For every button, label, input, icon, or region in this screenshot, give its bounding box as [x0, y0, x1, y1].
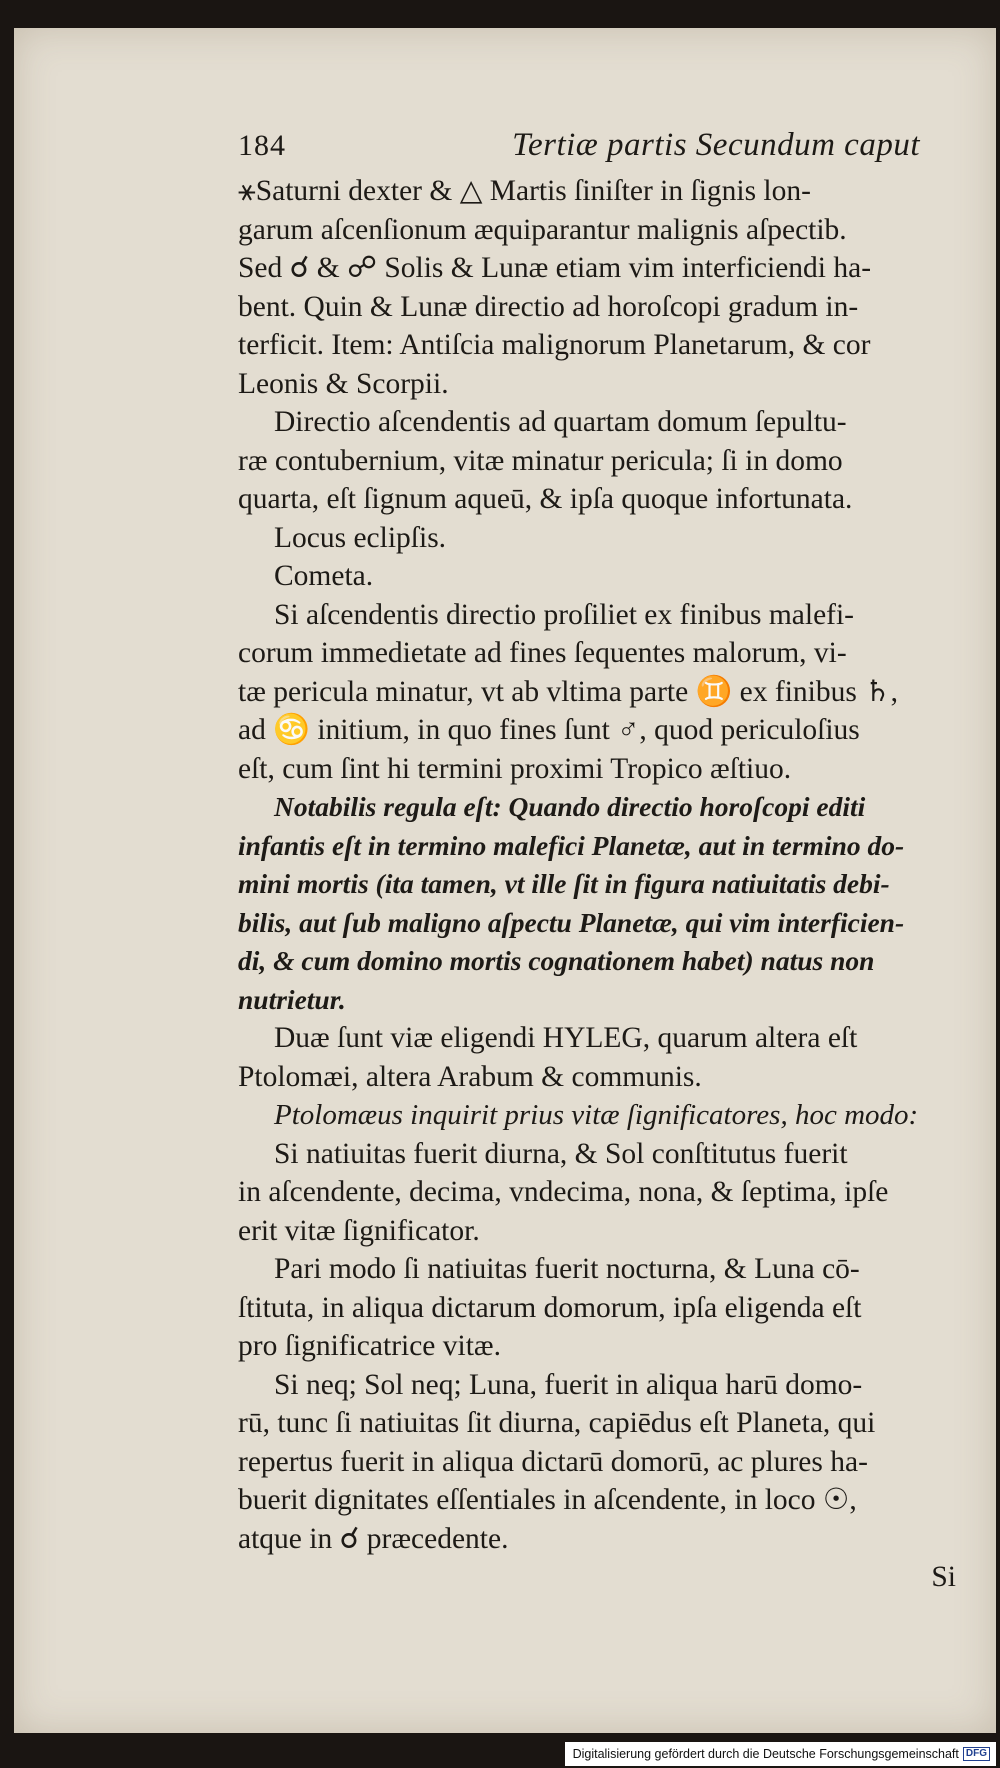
page-number: 184 — [238, 129, 286, 162]
text-line: Cometa. — [274, 560, 374, 592]
digitization-credit: Digitalisierung gefördert durch die Deutsche Forschungsgemeinschaft — [572, 1747, 959, 1761]
text-line: ⚹Saturni dexter & △ Martis ſiniſter in ſignis lon- — [238, 175, 811, 207]
text-line: Leonis & Scorpii. — [238, 367, 449, 400]
text-line: pro ſignificatrice vitæ. — [238, 1330, 501, 1362]
dfg-logo: DFG — [963, 1747, 990, 1761]
text-line: corum immedietate ad fines ſequentes malorum, vi- — [238, 637, 847, 669]
text-line: ræ contubernium, vitæ minatur pericula; ſi in domo — [238, 444, 843, 477]
text-line: buerit dignitates eſſentiales in aſcendente, in loco ☉, — [238, 1484, 857, 1516]
text-line: Duæ ſunt viæ eligendi HYLEG, quarum altera eſt — [274, 1022, 858, 1054]
text-line: repertus fuerit in aliqua dictarū domorū, ac plures ha- — [238, 1445, 868, 1478]
text-line: Sed ☌ & ☍ Solis & Lunæ etiam vim interficiendi ha- — [238, 252, 872, 284]
rule-line: nutrietur. — [238, 983, 346, 1015]
text-line: ſtituta, in aliqua dictarum domorum, ipſa eligenda eſt — [238, 1291, 862, 1324]
text-line: terficit. Item: Antiſcia malignorum Planetarum, & cor — [238, 329, 871, 361]
text-line: erit vitæ ſignificator. — [238, 1214, 480, 1247]
text-line: quarta, eſt ſignum aqueū, & ipſa quoque infortunata. — [238, 483, 853, 515]
catchword: Si — [931, 1561, 956, 1593]
rule-line: di, & cum domino mortis cognationem habet) natus non — [238, 945, 875, 976]
page-header — [238, 126, 956, 172]
text-line: rū, tunc ſi natiuitas ſit diurna, capiēdus eſt Planeta, qui — [238, 1407, 876, 1439]
text-line: ad ♋ initium, in quo fines ſunt ♂, quod periculoſius — [238, 714, 860, 746]
text-line: Si aſcendentis directio proſiliet ex finibus malefi- — [274, 598, 855, 631]
rule-line: infantis eſt in termino malefici Planetæ, aut in termino do- — [238, 829, 905, 861]
running-title: Tertiæ partis Secundum caput — [512, 127, 920, 163]
text-line: atque in ☌ præcedente. — [238, 1522, 509, 1555]
italic-line: Ptolomæus inquirit prius vitæ ſignificatores, hoc modo: — [274, 1099, 919, 1131]
text-line: bent. Quin & Lunæ directio ad horoſcopi gradum in- — [238, 290, 859, 323]
book-page — [14, 28, 996, 1733]
text-line: in aſcendente, decima, vndecima, nona, & ſeptima, ipſe — [238, 1176, 889, 1208]
rule-line: mini mortis (ita tamen, vt ille ſit in figura natiuitatis debi- — [238, 868, 890, 899]
digitization-footer — [565, 1742, 996, 1766]
page-text-block — [238, 126, 956, 1596]
text-line: Locus eclipſis. — [274, 521, 447, 554]
text-line: Si natiuitas fuerit diurna, & Sol conſtitutus fuerit — [274, 1137, 848, 1170]
text-line: Directio aſcendentis ad quartam domum ſepultu- — [274, 406, 847, 438]
text-line: tæ pericula minatur, vt ab vltima parte ♊ ex finibus ♄, — [238, 675, 899, 708]
rule-line: Notabilis regula eſt: Quando directio horoſcopi editi — [274, 791, 866, 822]
catchword-row — [238, 1558, 956, 1596]
text-line: Ptolomæi, altera Arabum & communis. — [238, 1060, 702, 1093]
text-line: garum aſcenſionum æquiparantur malignis aſpectib. — [238, 213, 847, 246]
text-line: Si neq; Sol neq; Luna, fuerit in aliqua harū domo- — [274, 1368, 863, 1401]
text-line: eſt, cum ſint hi termini proximi Tropico æſtiuo. — [238, 752, 792, 785]
text-line: Pari modo ſi natiuitas fuerit nocturna, & Luna cō- — [274, 1253, 860, 1285]
rule-line: bilis, aut ſub maligno aſpectu Planetæ, qui vim interficien- — [238, 906, 905, 938]
